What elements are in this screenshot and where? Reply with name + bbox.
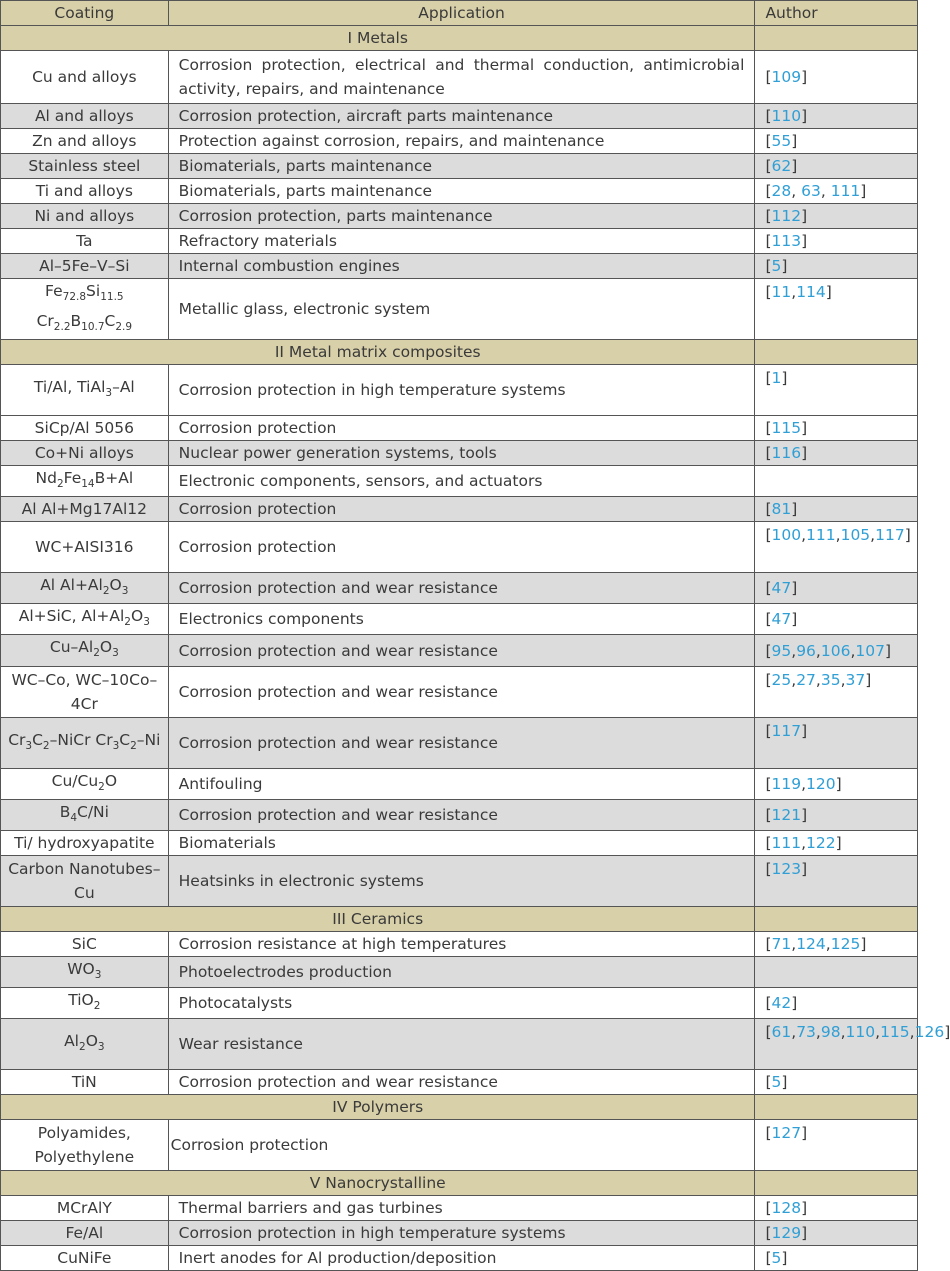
coating-cell: Ni and alloys xyxy=(1,204,169,229)
coating-cell: $Nd_2Fe_{14}B+Al$ xyxy=(1,466,169,497)
reference-link[interactable]: 128 xyxy=(771,1198,802,1217)
reference-link[interactable]: 5 xyxy=(771,1248,782,1267)
reference-link[interactable]: 98 xyxy=(820,1022,841,1041)
reference-link[interactable]: 71 xyxy=(771,934,792,953)
section-label: V Nanocrystalline xyxy=(1,1170,755,1195)
author-cell: [47] xyxy=(755,604,918,635)
author-cell: [127] xyxy=(755,1119,918,1170)
coating-cell: MCrAlY xyxy=(1,1195,169,1220)
coating-cell: SiC xyxy=(1,931,169,956)
reference-link[interactable]: 95 xyxy=(771,641,792,660)
reference-link[interactable]: 5 xyxy=(771,1072,782,1091)
author-cell: [123] xyxy=(755,855,918,906)
author-cell: [5] xyxy=(755,254,918,279)
application-cell: Internal combustion engines xyxy=(168,254,755,279)
header-coating: Coating xyxy=(1,1,169,26)
section-author-cell xyxy=(755,1094,918,1119)
section-author-cell xyxy=(755,1170,918,1195)
reference-link[interactable]: 73 xyxy=(796,1022,816,1041)
author-cell: [112] xyxy=(755,204,918,229)
reference-link[interactable]: 115 xyxy=(880,1022,910,1041)
table-row xyxy=(1,1069,918,1094)
reference-link[interactable]: 55 xyxy=(771,132,792,150)
reference-link[interactable]: 28 xyxy=(771,182,792,200)
reference-link[interactable]: 109 xyxy=(771,68,802,86)
reference-link[interactable]: 47 xyxy=(771,610,792,629)
author-cell: [1] xyxy=(755,365,918,416)
author-cell: [116] xyxy=(755,441,918,466)
application-cell: Refractory materials xyxy=(168,229,755,254)
table-row xyxy=(1,799,918,830)
author-cell: [42] xyxy=(755,987,918,1018)
application-cell: Inert anodes for Al production/deposition xyxy=(168,1245,755,1270)
coating-cell: Ti/ hydroxyapatite xyxy=(1,830,169,855)
application-cell: Corrosion protection in high temperature systems xyxy=(168,1220,755,1245)
reference-link[interactable]: 107 xyxy=(855,641,885,660)
section-row xyxy=(1,1094,918,1119)
author-cell: [128] xyxy=(755,1195,918,1220)
reference-link[interactable]: 117 xyxy=(875,526,905,545)
author-cell: [100,111,105,117] xyxy=(755,522,918,573)
table-row xyxy=(1,1018,918,1069)
table-row xyxy=(1,51,918,104)
application-cell: Heatsinks in electronic systems xyxy=(168,855,755,906)
reference-link[interactable]: 110 xyxy=(771,107,802,125)
application-cell: Corrosion protection xyxy=(168,1119,755,1170)
table-row xyxy=(1,129,918,154)
author-cell: [62] xyxy=(755,154,918,179)
application-cell: Corrosion protection xyxy=(168,416,755,441)
reference-link[interactable]: 111 xyxy=(830,182,861,200)
reference-link[interactable]: 116 xyxy=(771,444,802,463)
application-cell: Photocatalysts xyxy=(168,987,755,1018)
table-row xyxy=(1,279,918,340)
coating-cell: $Cr_3C_2$–NiCr $Cr_3C_2-Ni$ xyxy=(1,717,169,768)
reference-link[interactable]: 120 xyxy=(806,774,836,793)
coating-cell: Al $Al+Al_2O_3$ xyxy=(1,573,169,604)
section-label: I Metals xyxy=(1,26,755,51)
author-cell: [71,124,125] xyxy=(755,931,918,956)
reference-link[interactable]: 35 xyxy=(820,670,841,689)
coating-cell: Cu and alloys xyxy=(1,51,169,104)
table-row xyxy=(1,987,918,1018)
table-row xyxy=(1,522,918,573)
reference-link[interactable]: 63 xyxy=(801,182,821,200)
application-cell: Corrosion protection in high temperature systems xyxy=(168,365,755,416)
table-row xyxy=(1,830,918,855)
table-row xyxy=(1,497,918,522)
section-label: IV Polymers xyxy=(1,1094,755,1119)
section-row xyxy=(1,906,918,931)
reference-link[interactable]: 1 xyxy=(771,369,782,388)
coating-cell: Fe/Al xyxy=(1,1220,169,1245)
application-cell: Corrosion protection xyxy=(168,522,755,573)
reference-link[interactable]: 100 xyxy=(771,526,802,545)
table-row xyxy=(1,635,918,666)
application-cell: Thermal barriers and gas turbines xyxy=(168,1195,755,1220)
application-cell: Nuclear power generation systems, tools xyxy=(168,441,755,466)
application-cell: Metallic glass, electronic system xyxy=(168,279,755,340)
reference-link[interactable]: 105 xyxy=(840,526,871,545)
application-cell: Electronic components, sensors, and actuators xyxy=(168,466,755,497)
table-row xyxy=(1,1195,918,1220)
table-row xyxy=(1,956,918,987)
author-cell: [113] xyxy=(755,229,918,254)
table-row xyxy=(1,1119,918,1170)
author-cell: [55] xyxy=(755,129,918,154)
reference-link[interactable]: 42 xyxy=(771,993,792,1012)
reference-link[interactable]: 119 xyxy=(771,774,802,793)
coating-cell: $Fe_{72.8}Si_{11.5}$ $Cr_{2.2}B_{10.7}C_{2.9}$ xyxy=(1,279,169,340)
section-author-cell xyxy=(755,906,918,931)
reference-link[interactable]: 37 xyxy=(845,670,866,689)
coating-cell: $Al_2O_3$ xyxy=(1,1018,169,1069)
table-row xyxy=(1,416,918,441)
author-cell: [81] xyxy=(755,497,918,522)
table-row xyxy=(1,1245,918,1270)
coating-cell: CuNiFe xyxy=(1,1245,169,1270)
application-cell: Corrosion protection, aircraft parts maintenance xyxy=(168,104,755,129)
reference-link[interactable]: 110 xyxy=(845,1022,876,1041)
author-cell: [5] xyxy=(755,1245,918,1270)
coating-cell: Carbon Nanotubes–Cu xyxy=(1,855,169,906)
coating-cell: Al Al+Mg17Al12 xyxy=(1,497,169,522)
coating-cell: Ti/Al, TiAl$_3$–Al xyxy=(1,365,169,416)
reference-link[interactable]: 123 xyxy=(771,859,802,878)
coating-cell: TiN xyxy=(1,1069,169,1094)
author-cell: [111,122] xyxy=(755,830,918,855)
author-cell: [25,27,35,37] xyxy=(755,666,918,717)
coating-cell: Ta xyxy=(1,229,169,254)
reference-link[interactable]: 125 xyxy=(830,934,861,953)
author-cell: [28, 63, 111] xyxy=(755,179,918,204)
section-row xyxy=(1,340,918,365)
reference-link[interactable]: 27 xyxy=(796,670,816,689)
section-author-cell xyxy=(755,26,918,51)
application-cell: Corrosion protection and wear resistance xyxy=(168,799,755,830)
application-cell: Corrosion protection and wear resistance xyxy=(168,717,755,768)
application-cell: Biomaterials, parts maintenance xyxy=(168,179,755,204)
coating-cell: Al and alloys xyxy=(1,104,169,129)
table-row xyxy=(1,229,918,254)
author-cell: [110] xyxy=(755,104,918,129)
reference-link[interactable]: 114 xyxy=(796,283,826,301)
coating-cell: Al–5Fe–V–Si xyxy=(1,254,169,279)
section-author-cell xyxy=(755,340,918,365)
table-body xyxy=(1,26,950,1271)
application-cell: Wear resistance xyxy=(168,1018,755,1069)
reference-link[interactable]: 129 xyxy=(771,1223,802,1242)
application-cell: Corrosion protection xyxy=(168,497,755,522)
coating-cell: $Cu/Cu_2O$ xyxy=(1,768,169,799)
coating-cell: Ti and alloys xyxy=(1,179,169,204)
author-cell: [5] xyxy=(755,1069,918,1094)
reference-link[interactable]: 111 xyxy=(771,833,802,852)
header-application: Application xyxy=(168,1,755,26)
author-cell: [109] xyxy=(755,51,918,104)
reference-link[interactable]: 62 xyxy=(771,157,792,175)
table-row xyxy=(1,204,918,229)
reference-link[interactable]: 106 xyxy=(820,641,851,660)
table-row xyxy=(1,573,918,604)
reference-link[interactable]: 25 xyxy=(771,670,792,689)
coating-cell: Zn and alloys xyxy=(1,129,169,154)
author-cell: [129] xyxy=(755,1220,918,1245)
coating-cell: WC+AISI316 xyxy=(1,522,169,573)
reference-link[interactable]: 112 xyxy=(771,207,802,225)
table-row xyxy=(1,365,918,416)
author-cell: [11,114] xyxy=(755,279,918,340)
author-cell xyxy=(755,466,918,497)
application-cell: Protection against corrosion, repairs, and maintenance xyxy=(168,129,755,154)
reference-link[interactable]: 61 xyxy=(771,1022,792,1041)
coating-cell: $WO_3$ xyxy=(1,956,169,987)
table-row xyxy=(1,666,918,717)
table-row xyxy=(1,931,918,956)
coating-cell: Al+SiC, $Al+Al_2O_3$ xyxy=(1,604,169,635)
table-row xyxy=(1,154,918,179)
application-cell: Corrosion protection, electrical and thermal conduction, antimicrobial activity, repairs, and maintenance xyxy=(168,51,755,104)
application-cell: Corrosion protection and wear resistance xyxy=(168,573,755,604)
table-row xyxy=(1,1220,918,1245)
author-cell xyxy=(755,956,918,987)
author-cell: [119,120] xyxy=(755,768,918,799)
application-cell: Corrosion protection and wear resistance xyxy=(168,635,755,666)
section-label: II Metal matrix composites xyxy=(1,340,755,365)
application-cell: Photoelectrodes production xyxy=(168,956,755,987)
application-cell: Corrosion protection, parts maintenance xyxy=(168,204,755,229)
application-cell: Antifouling xyxy=(168,768,755,799)
section-row xyxy=(1,1170,918,1195)
reference-link[interactable]: 115 xyxy=(771,419,802,438)
reference-link[interactable]: 113 xyxy=(771,232,802,250)
author-cell: [115] xyxy=(755,416,918,441)
author-cell: [95,96,106,107] xyxy=(755,635,918,666)
table-row xyxy=(1,254,918,279)
header-author: Author xyxy=(755,1,918,26)
author-cell: [47] xyxy=(755,573,918,604)
reference-link[interactable]: 127 xyxy=(771,1123,802,1142)
author-cell: [117] xyxy=(755,717,918,768)
table-row xyxy=(1,717,918,768)
reference-link[interactable]: 117 xyxy=(771,721,802,740)
application-cell: Corrosion protection and wear resistance xyxy=(168,666,755,717)
application-cell: Biomaterials xyxy=(168,830,755,855)
reference-link[interactable]: 81 xyxy=(771,500,792,519)
coating-cell: Stainless steel xyxy=(1,154,169,179)
application-cell: Corrosion protection and wear resistance xyxy=(168,1069,755,1094)
reference-link[interactable]: 122 xyxy=(806,833,836,852)
table-row xyxy=(1,179,918,204)
reference-link[interactable]: 47 xyxy=(771,579,792,598)
reference-link[interactable]: 126 xyxy=(914,1022,945,1041)
coating-cell: Co+Ni alloys xyxy=(1,441,169,466)
author-cell: [61,73,98,110,115,126] xyxy=(755,1018,918,1069)
application-cell: Biomaterials, parts maintenance xyxy=(168,154,755,179)
coating-cell: $Cu-Al_2O_3$ xyxy=(1,635,169,666)
coating-cell: WC–Co, WC–10Co– 4Cr xyxy=(1,666,169,717)
reference-link[interactable]: 124 xyxy=(796,934,826,953)
table-row xyxy=(1,466,918,497)
coating-cell: $B_4C/Ni$ xyxy=(1,799,169,830)
application-cell: Corrosion resistance at high temperatures xyxy=(168,931,755,956)
reference-link[interactable]: 111 xyxy=(806,526,836,545)
table-row xyxy=(1,104,918,129)
author-cell: [121] xyxy=(755,799,918,830)
reference-link[interactable]: 11 xyxy=(771,283,792,301)
coating-cell: TiO$_2$ xyxy=(1,987,169,1018)
section-row xyxy=(1,26,918,51)
table-row xyxy=(1,441,918,466)
reference-link[interactable]: 96 xyxy=(796,641,816,660)
table-row xyxy=(1,604,918,635)
header-row xyxy=(1,1,918,26)
reference-link[interactable]: 5 xyxy=(771,257,782,275)
coating-cell: Polyamides, Polyethylene xyxy=(1,1119,169,1170)
application-cell: Electronics components xyxy=(168,604,755,635)
reference-link[interactable]: 121 xyxy=(771,805,802,824)
coating-cell: SiCp/Al 5056 xyxy=(1,416,169,441)
table-row xyxy=(1,855,918,906)
table-row xyxy=(1,768,918,799)
section-label: III Ceramics xyxy=(1,906,755,931)
